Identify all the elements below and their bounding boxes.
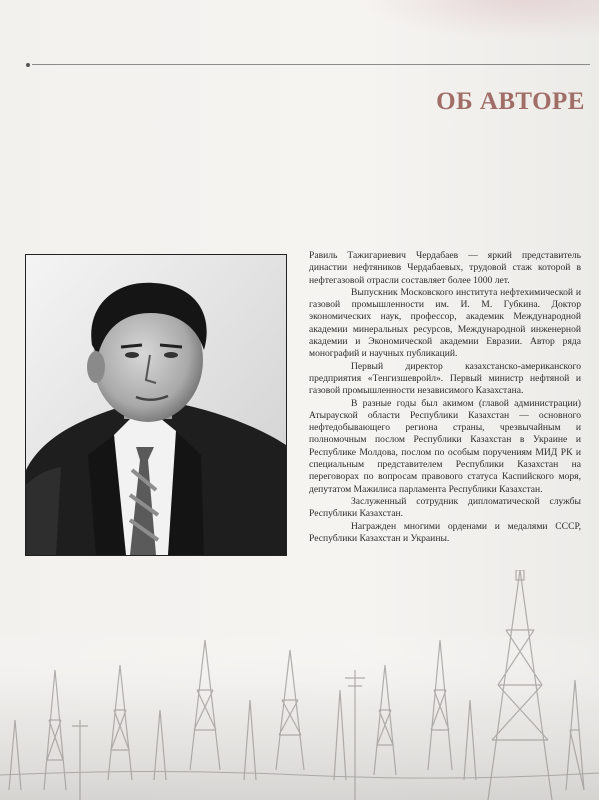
portrait-photo-icon: [26, 255, 286, 555]
bio-paragraph: В разные годы был акимом (главой администрации) Атырауской области Республики Казахстан — основного нефтедобывающего региона страны, чрезвычайным и полномочным послом Республики Казахстан в Украине и Республике Молдова, послом по особым поручениям МИД РК и специальным представителем Республики Казахстан на переговорах по вопросам правового статуса Каспийского моря, депутатом Мажилиса парламента Республики Казахстан.: [309, 397, 581, 495]
bio-paragraph: Выпускник Московского института нефтехимической и газовой промышленности им. И. М. Губкина. Доктор экономических наук, профессор, академик Международной академии минеральных ресурсов, Международной инженерной академии и Экономической академии Евразии. Автор ряда монографий и научных публикаций.: [309, 286, 581, 360]
bio-paragraph: Первый директор казахстанско-американского предприятия «Тенгизшевройл». Первый министр нефтяной и газовой промышленности независимого Казахстана.: [309, 360, 581, 397]
header-rule: [32, 64, 590, 65]
bio-paragraph: Награжден многими орденами и медалями СССР, Республики Казахстан и Украины.: [309, 520, 581, 544]
rule-dot: [26, 63, 30, 67]
author-photo: [25, 254, 287, 556]
bio-paragraph: Заслуженный сотрудник дипломатической службы Республики Казахстан.: [309, 495, 581, 520]
author-bio: [309, 250, 581, 545]
oil-derricks-background: [0, 570, 599, 800]
decorative-watermark: [360, 0, 599, 40]
bio-paragraph: Равиль Тажигариевич Чердабаев — яркий представитель династии нефтяников Чердабаевых, трудовой стаж которой в нефтегазовой отрасли составляет более 1000 лет.: [309, 250, 581, 286]
page-title: ОБ АВТОРЕ: [436, 88, 585, 115]
